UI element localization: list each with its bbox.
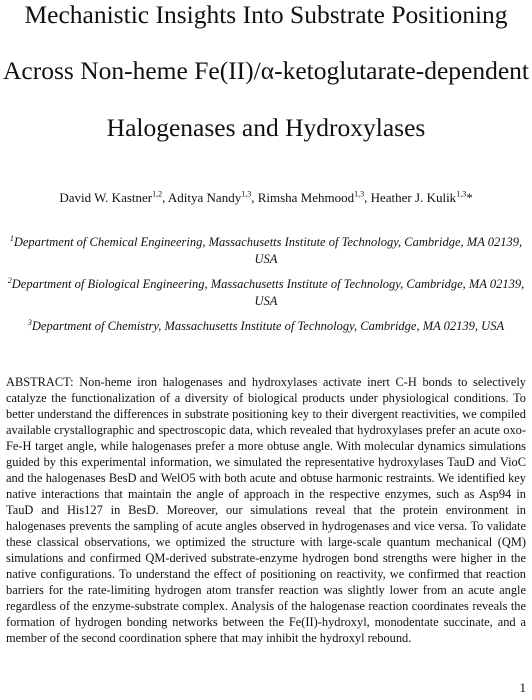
author-name: Aditya Nandy — [167, 190, 242, 205]
author-name: David W. Kastner — [59, 190, 153, 205]
abstract: ABSTRACT: Non-heme iron halogenases and hydroxylases activate inert C-H bonds to selectively catalyze the functionalization of a diversity of biological products under physiological conditions. To better understand the differences in substrate positioning key to their divergent reactivities, we compiled available crystallographic and spectroscopic data, which revealed that hydroxylases prefer an acute oxo-Fe-H target angle, while halogenases prefer a more obtuse angle. With molecular dynamics simulations guided by this experimental information, we simulated the representative hydroxylases TauD and VioC and the halogenases BesD and WelO5 with both acute and obtuse harmonic restraints. We identified key native interactions that maintain the angle of approach in the respective enzymes, such as Asp94 in TauD and His127 in BesD. Moreover, our simulations reveal that the protein environment in halogenases prevents the sampling of acute angles observed in hydrogenases and vice versa. To validate these classical observations, we optimized the structure with large-scale quantum mechanical (QM) simulations and confirmed QM-derived substrate-enzyme hydrogen bond strengths were higher in the native configurations. To understand the effect of positioning on reactivity, we confirmed that reaction barriers for the rate-limiting hydrogen atom transfer reaction was slightly lower from an acute angle regardless of the enzyme-substrate complex. Analysis of the halogenase reaction coordinates reveals the formation of hydrogen bonding networks between the Fe(II)-hydroxyl, monodentate succinate, and a member of the second coordination sphere that may inhibit the hydroxyl rebound. — [6, 375, 526, 645]
affiliation — [6, 234, 526, 268]
title-line-2: Across Non-heme Fe(II)/α-ketoglutarate-dependent — [3, 56, 529, 85]
title-line-3: Halogenases and Hydroxylases — [106, 113, 426, 142]
affiliation — [6, 318, 526, 335]
author-name: Heather J. Kulik — [370, 190, 457, 205]
author-affiliation-marker: 1,3 — [354, 189, 365, 199]
author-separator: , — [162, 190, 168, 205]
affiliation-number: 1 — [9, 233, 14, 243]
affiliation-number: 3 — [27, 317, 32, 327]
author-affiliation-marker: 1,3 — [456, 189, 467, 199]
author-name: Rimsha Mehmood — [257, 190, 355, 205]
corresponding-author-marker: * — [466, 190, 473, 205]
affiliation-text: Department of Biological Engineering, Massachusetts Institute of Technology, Cambridge, MA 02139, USA — [11, 277, 525, 308]
affiliation-text: Department of Chemical Engineering, Massachusetts Institute of Technology, Cambridge, MA 02139, USA — [13, 235, 523, 266]
author-affiliation-marker: 1,2 — [152, 189, 163, 199]
page-number: 1 — [519, 680, 526, 695]
affiliation-number: 2 — [7, 275, 12, 285]
author-separator: , — [251, 190, 258, 205]
author-affiliation-marker: 1,3 — [241, 189, 252, 199]
affiliation-text: Department of Chemistry, Massachusetts Institute of Technology, Cambridge, MA 02139, USA — [31, 319, 505, 333]
author-separator: , — [364, 190, 371, 205]
affiliation — [6, 276, 526, 310]
author-list — [0, 189, 532, 207]
title-line-1: Mechanistic Insights Into Substrate Positioning — [24, 0, 508, 29]
